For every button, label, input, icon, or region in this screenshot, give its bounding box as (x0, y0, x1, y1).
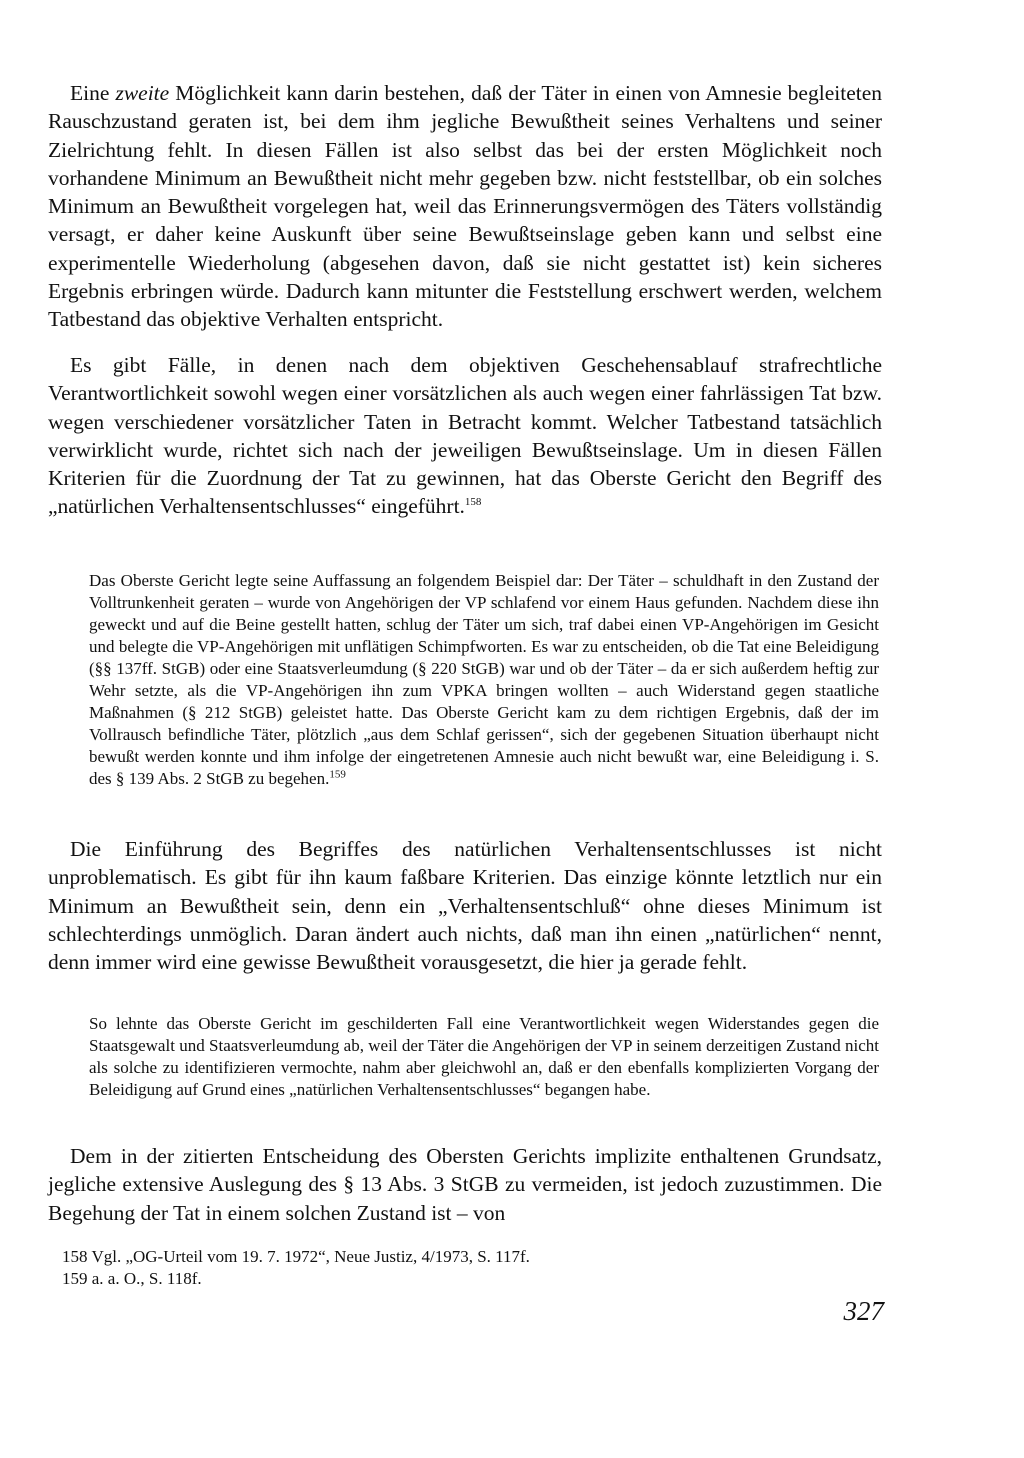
paragraph-einfuehrung-begriff (48, 835, 882, 976)
paragraph-text-start: Eine (70, 81, 116, 105)
paragraph-text-rest: Möglichkeit kann darin bestehen, daß der Täter in einen von Amnesie begleiteten Rauschzustand geraten ist, bei dem ihm jegliche Bewußtheit seines Verhaltens und seiner Zielrichtung fehlt. In diesen Fällen ist also selbst das bei der ersten Möglichkeit noch vorhandene Minimum an Bewußtheit nicht mehr gegeben bzw. nicht feststellbar, ob ein solches Minimum an Bewußtheit vorgelegen hat, weil das Erinnerungsvermögen des Täters vollständig versagt, er daher keine Auskunft über seine Bewußtseinslage geben kann und selbst eine experimentelle Wiederholung (abgesehen davon, daß sie nicht gestattet ist) kein sicheres Ergebnis erbringen würde. Dadurch kann mitunter die Feststellung erschwert werden, welchem Tatbestand das objektive Verhalten entspricht. (48, 81, 882, 332)
footnote-ref-159: 159 (329, 768, 346, 781)
paragraph-text: Dem in der zitierten Entscheidung des Obersten Gerichts implizite enthaltenen Grundsatz, jegliche extensive Auslegung des § 13 Abs. 3 StGB zu vermeiden, ist jedoch zuzustimmen. Die Begehung der Tat in einem solchen Zustand ist – von (48, 1144, 882, 1225)
quote-og-beispiel (89, 570, 879, 790)
paragraph-text: Es gibt Fälle, in denen nach dem objektiven Geschehensablauf strafrechtliche Verantwortlichkeit sowohl wegen einer vorsätzlichen als auch wegen einer fahrlässigen Tat bzw. wegen verschiedener vorsätzlicher Taten in Betracht kommt. Welcher Tatbestand tatsächlich verwirklicht wurde, richtet sich nach der jeweiligen Bewußtseinslage. Um in diesen Fällen Kriterien für die Zuordnung der Tat zu gewinnen, hat das Oberste Gericht den Begriff des „natürlichen Verhaltensentschlusses“ eingeführt. (48, 353, 882, 519)
emphasized-word: zweite (115, 81, 170, 105)
page-number: 327 (843, 1296, 884, 1326)
paragraph-grundsatz (48, 1142, 882, 1227)
footnote-158: 158 Vgl. „OG-Urteil vom 19. 7. 1972“, Neue Justiz, 4/1973, S. 117f. (62, 1247, 530, 1266)
paragraph-text: Die Einführung des Begriffes des natürlichen Verhaltensentschlusses ist nicht unproblematisch. Es gibt für ihn kaum faßbare Kriterien. Das einzige könnte letztlich nur ein Minimum an Bewußtheit sein, denn ein „Verhaltensentschluß“ ohne dieses Minimum ist schlechterdings unmöglich. Daran ändert auch nichts, daß man ihn einen „natürlichen“ nennt, denn immer wird eine gewisse Bewußtheit vorausgesetzt, die hier ja gerade fehlt. (48, 837, 882, 975)
paragraph-natuerlicher-verhaltensentschluss (48, 351, 882, 521)
footnotes (62, 1246, 762, 1290)
paragraph-zweite-moeglichkeit (48, 79, 882, 334)
footnote-159: 159 a. a. O., S. 118f. (62, 1269, 202, 1288)
quote-og-ablehnung (89, 1013, 879, 1101)
quote-text: Das Oberste Gericht legte seine Auffassung an folgendem Beispiel dar: Der Täter – schuldhaft in den Zustand der Volltrunkenheit geraten – wurde von Angehörigen der VP schlafend vor einem Haus gefunden. Nachdem diese ihn geweckt und auf die Beine gestellt hatten, schlug der Täter um sich, traf dabei einen VP-Angehörigen im Gesicht und belegte die VP-Angehörigen mit unflätigen Schimpfworten. Es war zu entscheiden, ob die Tat eine Beleidigung (§§ 137ff. StGB) oder eine Staatsverleumdung (§ 220 StGB) war und ob der Täter – da er sich außerdem heftig zur Wehr setzte, als die VP-Angehörigen ihn zum VPKA bringen wollten – auch Widerstand gegen staatliche Maßnahmen (§ 212 StGB) geleistet hatte. Das Oberste Gericht kam zu dem richtigen Ergebnis, daß der im Vollrausch befindliche Täter, plötzlich „aus dem Schlaf gerissen“, sich der gegebenen Situation überhaupt nicht bewußt werden konnte und ihm infolge der eingetretenen Amnesie auch nicht bewußt war, eine Beleidigung i. S. des § 139 Abs. 2 StGB zu begehen. (89, 571, 879, 788)
quote-text: So lehnte das Oberste Gericht im geschilderten Fall eine Verantwortlichkeit wegen Widerstandes gegen die Staatsgewalt und Staatsverleumdung ab, weil der Täter die Angehörigen der VP in seinem derzeitigen Zustand nicht als solche zu identifizieren vermochte, nahm aber gleichwohl an, daß er den ebenfalls komplizierten Vorgang der Beleidigung auf Grund eines „natürlichen Verhaltensentschlusses“ begangen habe. (89, 1014, 879, 1099)
footnote-ref-158: 158 (464, 496, 482, 509)
